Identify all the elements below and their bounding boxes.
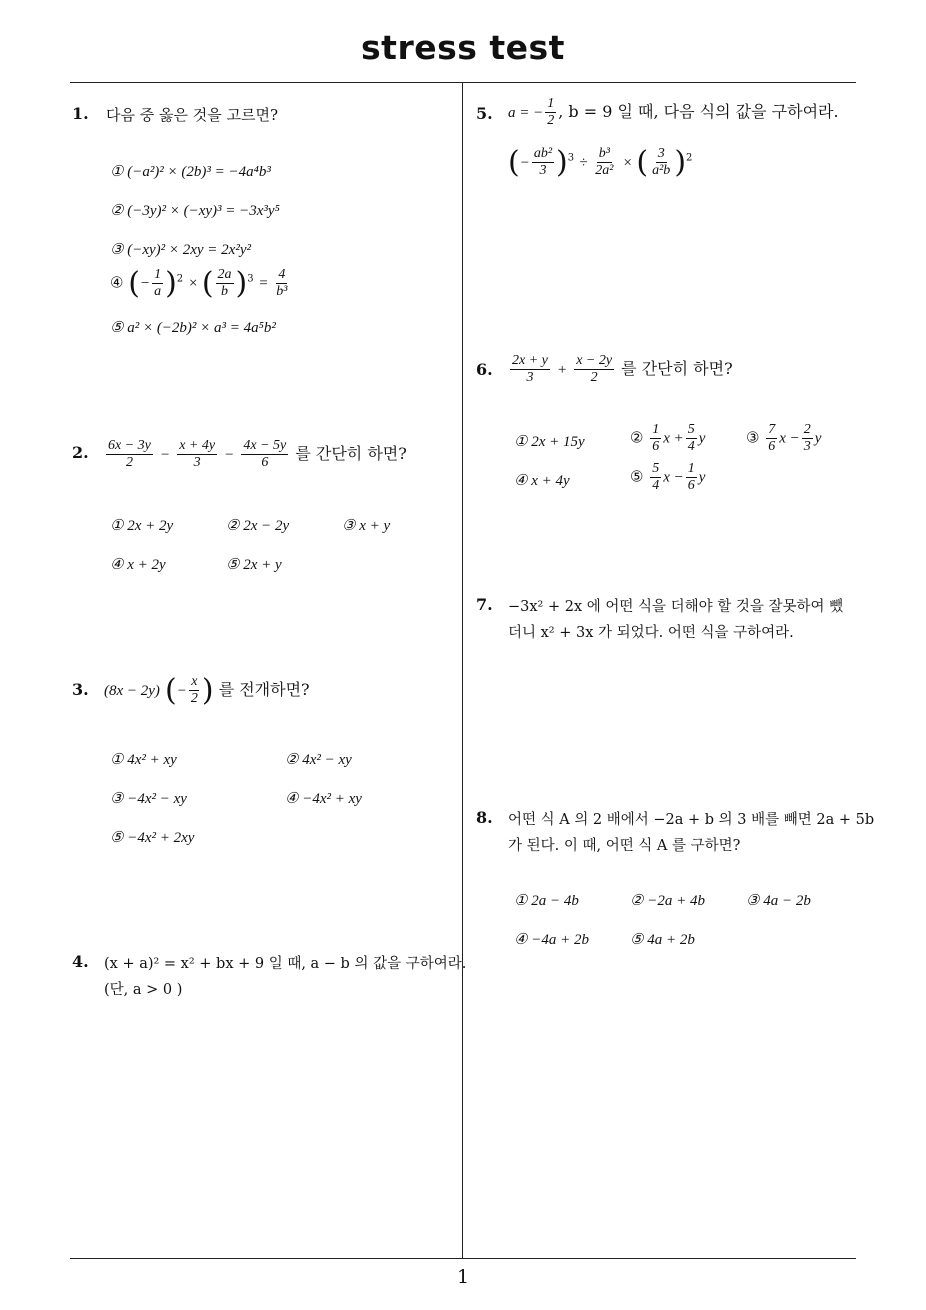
option-4: ④ x + 4y <box>514 473 570 489</box>
option-3: ③ $\frac{7}{6}$ x − $\frac{2}{3}$ y <box>746 422 822 455</box>
option-2: ② (−3y)² × (−xy)³ = −3x³y⁵ <box>110 203 280 219</box>
option-2: ② 4x² − xy <box>285 752 352 768</box>
question-expression: (8x − 2y) (− $\frac{x}{2}$ ) 를 전개하면? <box>104 673 310 708</box>
option-2: ② 2x − 2y <box>226 518 290 534</box>
top-rule <box>70 82 856 83</box>
option-5-label: ⑤ <box>630 467 644 486</box>
question-text-line-2: 더니 x² + 3x 가 되었다. 어떤 식을 구하여라. <box>508 625 794 641</box>
option-4-label: ④ <box>110 273 124 292</box>
question-number: 8. <box>476 808 493 827</box>
option-5: ⑤ 2x + y <box>226 557 282 573</box>
option-3: ③ −4x² − xy <box>110 791 187 807</box>
question-expression: $\frac{6x - 3y}{2}$ − $\frac{x + 4y}{3}$ − $\frac{4x - 5y}{6}$ 를 간단히 하면? <box>108 438 407 471</box>
question-text-line-2: 가 된다. 이 때, 어떤 식 A 를 구하면? <box>508 838 741 854</box>
question-text-line-1: 어떤 식 A 의 2 배에서 −2a + b 의 3 배를 빼면 2a + 5b <box>508 812 875 828</box>
option-1: ① 2a − 4b <box>514 893 579 909</box>
question-number: 2. <box>72 443 89 462</box>
option-1: ① 2x + 15y <box>514 434 585 450</box>
option-3: ③ 4a − 2b <box>746 893 811 909</box>
option-3-label: ③ <box>746 428 760 447</box>
option-4: ④ x + 2y <box>110 557 166 573</box>
option-5: ⑤ −4x² + 2xy <box>110 830 195 846</box>
question-text: 다음 중 옳은 것을 고르면? <box>106 106 279 124</box>
question-text-line-1: (x + a)² = x² + bx + 9 일 때, a − b 의 값을 구하여라. <box>104 956 467 972</box>
question-text-line-2: (단, a > 0 ) <box>104 982 183 998</box>
option-5: ⑤ a² × (−2b)² × a³ = 4a⁵b² <box>110 320 276 336</box>
option-1: ① (−a²)² × (2b)³ = −4a⁴b³ <box>110 164 271 180</box>
option-5: ⑤ 4a + 2b <box>630 932 695 948</box>
option-3: ③ (−xy)² × 2xy = 2x²y² <box>110 242 251 258</box>
option-5: ⑤ $\frac{5}{4}$ x − $\frac{1}{6}$ y <box>630 461 706 494</box>
option-1: ① 4x² + xy <box>110 752 177 768</box>
question-number: 3. <box>72 680 89 699</box>
question-number: 4. <box>72 952 89 971</box>
question-expression: a = − $\frac{1}{2}$ , b = 9 일 때, 다음 식의 값을 구하여라. <box>508 96 839 129</box>
bottom-rule <box>70 1258 856 1259</box>
page-title: stress test <box>361 28 565 67</box>
option-1: ① 2x + 2y <box>110 518 174 534</box>
option-4: ④ −4a + 2b <box>514 932 589 948</box>
option-3: ③ x + y <box>342 518 391 534</box>
question-number: 6. <box>476 360 493 379</box>
option-4: ④ (− $\frac{1}{a}$ )$^2$ × ( $\frac{2a}{b}$ )$^3$ = $\frac{4}{\text{b³}}$ <box>110 266 288 301</box>
option-2: ② $\frac{1}{6}$ x + $\frac{5}{4}$ y <box>630 422 706 455</box>
question-number: 5. <box>476 104 493 123</box>
question-5-formula: (− $\frac{\text{ab²}}{3}$ )$^3$ ÷ $\frac{\text{b³}}{\text{2a²}}$ × ( $\frac{3}{\text{a²b}}$ )$^2$ <box>508 145 693 180</box>
page-number: 1 <box>456 1266 470 1288</box>
question-text-line-1: −3x² + 2x 에 어떤 식을 더해야 할 것을 잘못하여 뺐 <box>508 599 844 615</box>
option-4: ④ −4x² + xy <box>285 791 362 807</box>
question-number: 7. <box>476 595 493 614</box>
column-divider <box>462 83 463 1258</box>
question-expression: $\frac{2x + y}{3}$ + $\frac{x - 2y}{2}$ 를 간단히 하면? <box>512 353 733 386</box>
option-2-label: ② <box>630 428 644 447</box>
option-2: ② −2a + 4b <box>630 893 705 909</box>
question-number: 1. <box>72 104 89 123</box>
